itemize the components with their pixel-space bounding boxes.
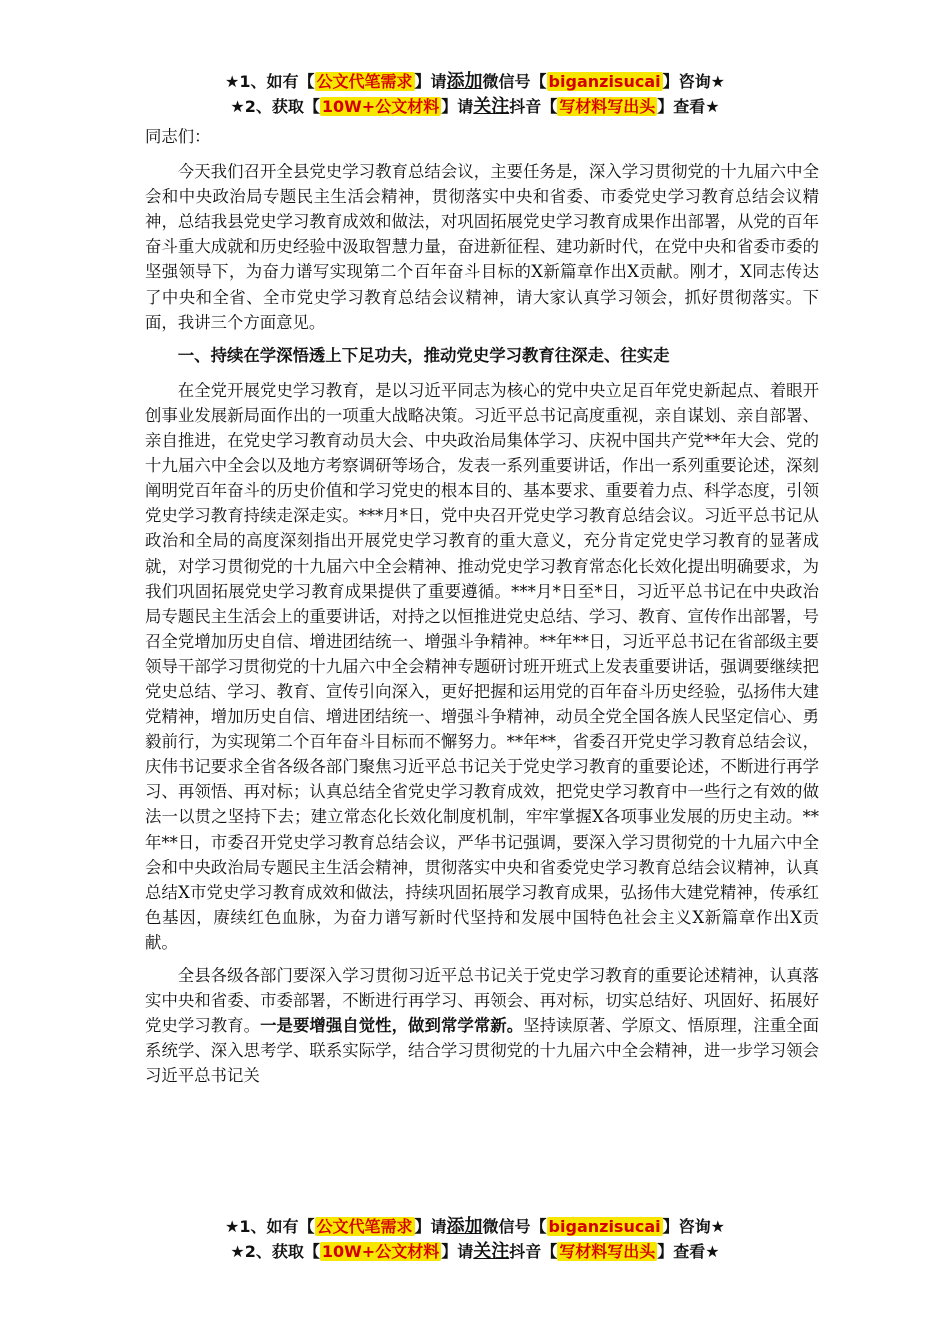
banner-highlight: biganzisucai	[548, 72, 661, 91]
banner-highlight: 10W+公文材料	[321, 1242, 440, 1261]
banner-text: ★1、如有【	[225, 1217, 315, 1236]
paragraph-3-text-cont: 坚持读原著、学原文、悟原理，注重全面系统学、深入思考学、联系实际学，结合学习贯彻党的十九届六中全会精神，进一步学习领会习近平总书记关	[145, 1016, 820, 1086]
salutation: 同志们：	[145, 127, 211, 146]
banner-emphasis: 关注	[473, 96, 510, 117]
banner-text: ★2、获取【	[230, 97, 320, 116]
banner-highlight: 公文代笔需求	[316, 72, 413, 91]
banner-text: 抖音【	[509, 1242, 558, 1261]
banner-line-2	[0, 95, 950, 120]
banner-text: 微信号【	[482, 72, 547, 91]
banner-highlight: 写材料写出头	[559, 1242, 656, 1261]
banner-text: ★1、如有【	[225, 72, 315, 91]
banner-line-1	[0, 70, 950, 95]
banner-emphasis: 关注	[473, 1241, 510, 1262]
section-heading-1: 一、持续在学深悟透上下足功夫，推动党史学习教育往深走、往实走	[177, 345, 670, 365]
banner-emphasis: 添加	[446, 1216, 483, 1237]
banner-text: 抖音【	[509, 97, 558, 116]
banner-highlight: 公文代笔需求	[316, 1217, 413, 1236]
bottom-banner	[0, 1215, 950, 1265]
document-body	[145, 124, 819, 1096]
banner-text: ★2、获取【	[230, 1242, 320, 1261]
banner-text: 微信号【	[482, 1217, 547, 1236]
paragraph-intro: 今天我们召开全县党史学习教育总结会议，主要任务是，深入学习贯彻党的十九届六中全会和中央政治局专题民主生活会精神，贯彻落实中央和省委、市委党史学习教育总结会议精神，总结我县党史学习教育成效和做法，对巩固拓展党史学习教育成果作出部署，从党的百年奋斗重大成就和历史经验中汲取智慧力量，奋进新征程、建功新时代，在党中央和省委市委的坚强领导下，为奋力谱写实现第二个百年奋斗目标的X新篇章作出X贡献。刚才，X同志传达了中央和全省、全市党史学习教育总结会议精神，请大家认真学习领会，抓好贯彻落实。下面，我讲三个方面意见。	[145, 162, 819, 332]
banner-highlight: 10W+公文材料	[321, 97, 440, 116]
banner-line-2	[0, 1240, 950, 1265]
paragraph-3-bold: 一是要增强自觉性，做到常学常新。	[260, 1016, 524, 1036]
banner-highlight: 写材料写出头	[559, 97, 656, 116]
banner-text: 】请	[441, 1242, 474, 1261]
banner-text: 】请	[441, 97, 474, 116]
paragraph-3-text: 全县各级各部门要深入学习贯彻习近平总书记关于党史学习教育的重要论述精神，认真落实中央和省委、市委部署，不断进行再学习、再领会、再对标，切实总结好、巩固好、拓展好党史学习教育。	[145, 966, 819, 1036]
banner-highlight: biganzisucai	[548, 1217, 661, 1236]
paragraph-3	[145, 963, 819, 1088]
banner-text: 】查看★	[657, 1242, 720, 1261]
banner-text: 】请	[414, 1217, 447, 1236]
banner-text: 】请	[414, 72, 447, 91]
banner-emphasis: 添加	[446, 71, 483, 92]
banner-text: 】咨询★	[662, 1217, 725, 1236]
top-banner	[0, 70, 950, 120]
banner-text: 】咨询★	[662, 72, 725, 91]
banner-text: 】查看★	[657, 97, 720, 116]
banner-line-1	[0, 1215, 950, 1240]
paragraph-2: 在全党开展党史学习教育，是以习近平同志为核心的党中央立足百年党史新起点、着眼开创事业发展新局面作出的一项重大战略决策。习近平总书记高度重视，亲自谋划、亲自部署、亲自推进，在党史学习教育动员大会、中央政治局集体学习、庆祝中国共产党**年大会、党的十九届六中全会以及地方考察调研等场合，发表一系列重要讲话，作出一系列重要论述，深刻阐明党百年奋斗的历史价值和学习党史的根本目的、基本要求、重要着力点、科学态度，引领党史学习教育持续走深走实。***月*日，党中央召开党史学习教育总结会议。习近平总书记从政治和全局的高度深刻指出开展党史学习教育的重大意义，充分肯定党史学习教育的显著成就，对学习贯彻党的十九届六中全会精神、推动党史学习教育常态化长效化提出明确要求，为我们巩固拓展党史学习教育成果提供了重要遵循。***月*日至*日，习近平总书记在中央政治局专题民主生活会上的重要讲话，对持之以恒推进党史总结、学习、教育、宣传作出部署，号召全党增加历史自信、增进团结统一、增强斗争精神。**年**日，习近平总书记在省部级主要领导干部学习贯彻党的十九届六中全会精神专题研讨班开班式上发表重要讲话，强调要继续把党史总结、学习、教育、宣传引向深入，更好把握和运用党的百年奋斗历史经验，弘扬伟大建党精神，增加历史自信、增进团结统一、增强斗争精神，动员全党全国各族人民坚定信心、勇毅前行，为实现第二个百年奋斗目标而不懈努力。**年**，省委召开党史学习教育总结会议，庆伟书记要求全省各级各部门聚焦习近平总书记关于党史学习教育的重要论述，不断进行再学习、再领悟、再对标；认真总结全省党史学习教育成效，把党史学习教育中一些行之有效的做法一以贯之坚持下去；建立常态化长效化制度机制，牢牢掌握X各项事业发展的历史主动。**年**日，市委召开党史学习教育总结会议，严华书记强调，要深入学习贯彻党的十九届六中全会和中央政治局专题民主生活会精神，贯彻落实中央和省委党史学习教育总结会议精神，认真总结X市党史学习教育成效和做法，持续巩固拓展学习教育成果，弘扬伟大建党精神，传承红色基因，赓续红色血脉，为奋力谱写新时代坚持和发展中国特色社会主义X新篇章作出X贡献。	[145, 380, 819, 952]
